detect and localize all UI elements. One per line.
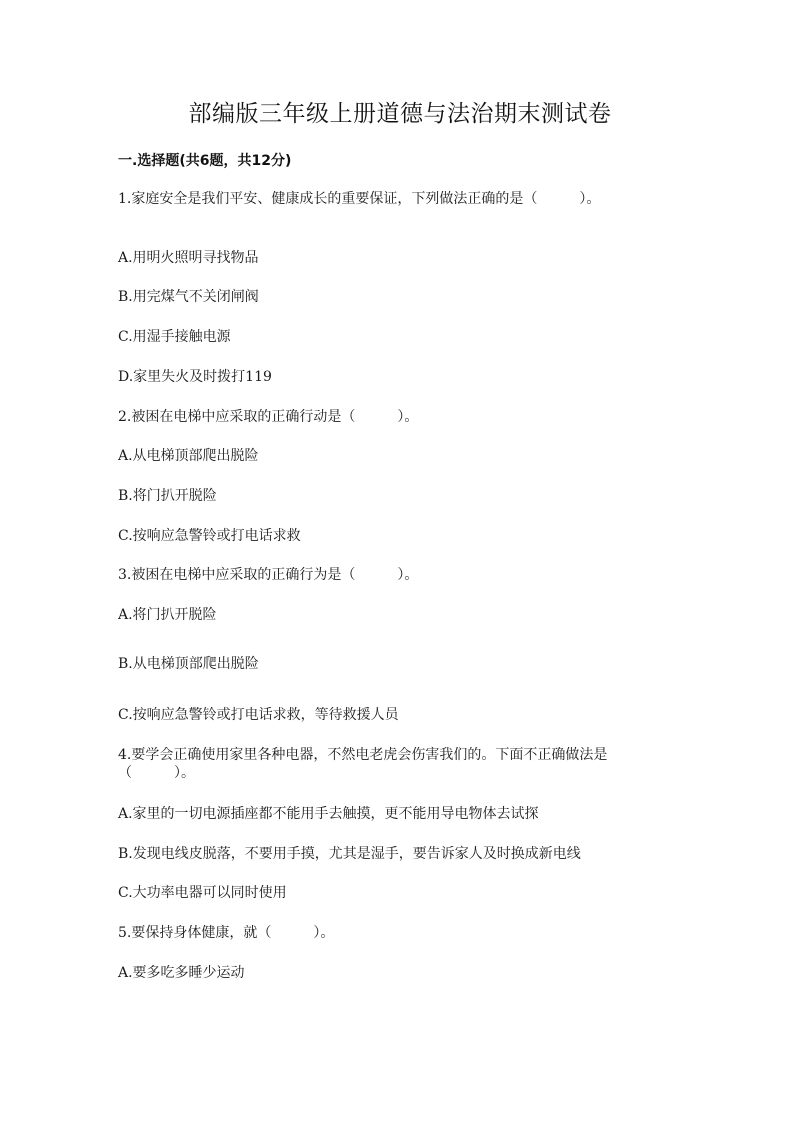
question-4-option-c: C.大功率电器可以同时使用 [118,885,287,901]
question-3-option-a: A.将门扒开脱险 [118,607,217,623]
question-1-option-b: B.用完煤气不关闭闸阀 [118,289,259,305]
question-3-option-c: C.按响应急警铃或打电话求救，等待救援人员 [118,707,399,723]
question-3-stem: 3.被困在电梯中应采取的正确行为是（ ）。 [118,567,419,583]
question-4-option-b: B.发现电线皮脱落，不要用手摸，尤其是湿手，要告诉家人及时换成新电线 [118,846,581,862]
question-5-option-a: A.要多吃多睡少运动 [118,965,245,981]
question-2-stem: 2.被困在电梯中应采取的正确行动是（ ）。 [118,409,419,425]
question-4-stem: 4.要学会正确使用家里各种电器，不然电老虎会伤害我们的。下面不正确做法是（ ）。 [118,747,608,781]
question-5-stem: 5.要保持身体健康，就（ ）。 [118,925,335,941]
question-3-option-b: B.从电梯顶部爬出脱险 [118,656,259,672]
question-2-option-c: C.按响应急警铃或打电话求救 [118,528,301,544]
section-heading: 一.选择题(共6题，共12分) [118,153,292,169]
question-4-option-a: A.家里的一切电源插座都不能用手去触摸，更不能用导电物体去试探 [118,806,539,822]
question-2-option-b: B.将门扒开脱险 [118,488,217,504]
page-title: 部编版三年级上册道德与法治期末测试卷 [188,101,612,127]
question-1-option-c: C.用湿手接触电源 [118,329,231,345]
question-1-option-d: D.家里失火及时拨打119 [118,369,272,385]
question-2-option-a: A.从电梯顶部爬出脱险 [118,448,259,464]
question-1-option-a: A.用明火照明寻找物品 [118,250,259,266]
question-1-stem: 1.家庭安全是我们平安、健康成长的重要保证，下列做法正确的是（ ）。 [118,191,601,207]
